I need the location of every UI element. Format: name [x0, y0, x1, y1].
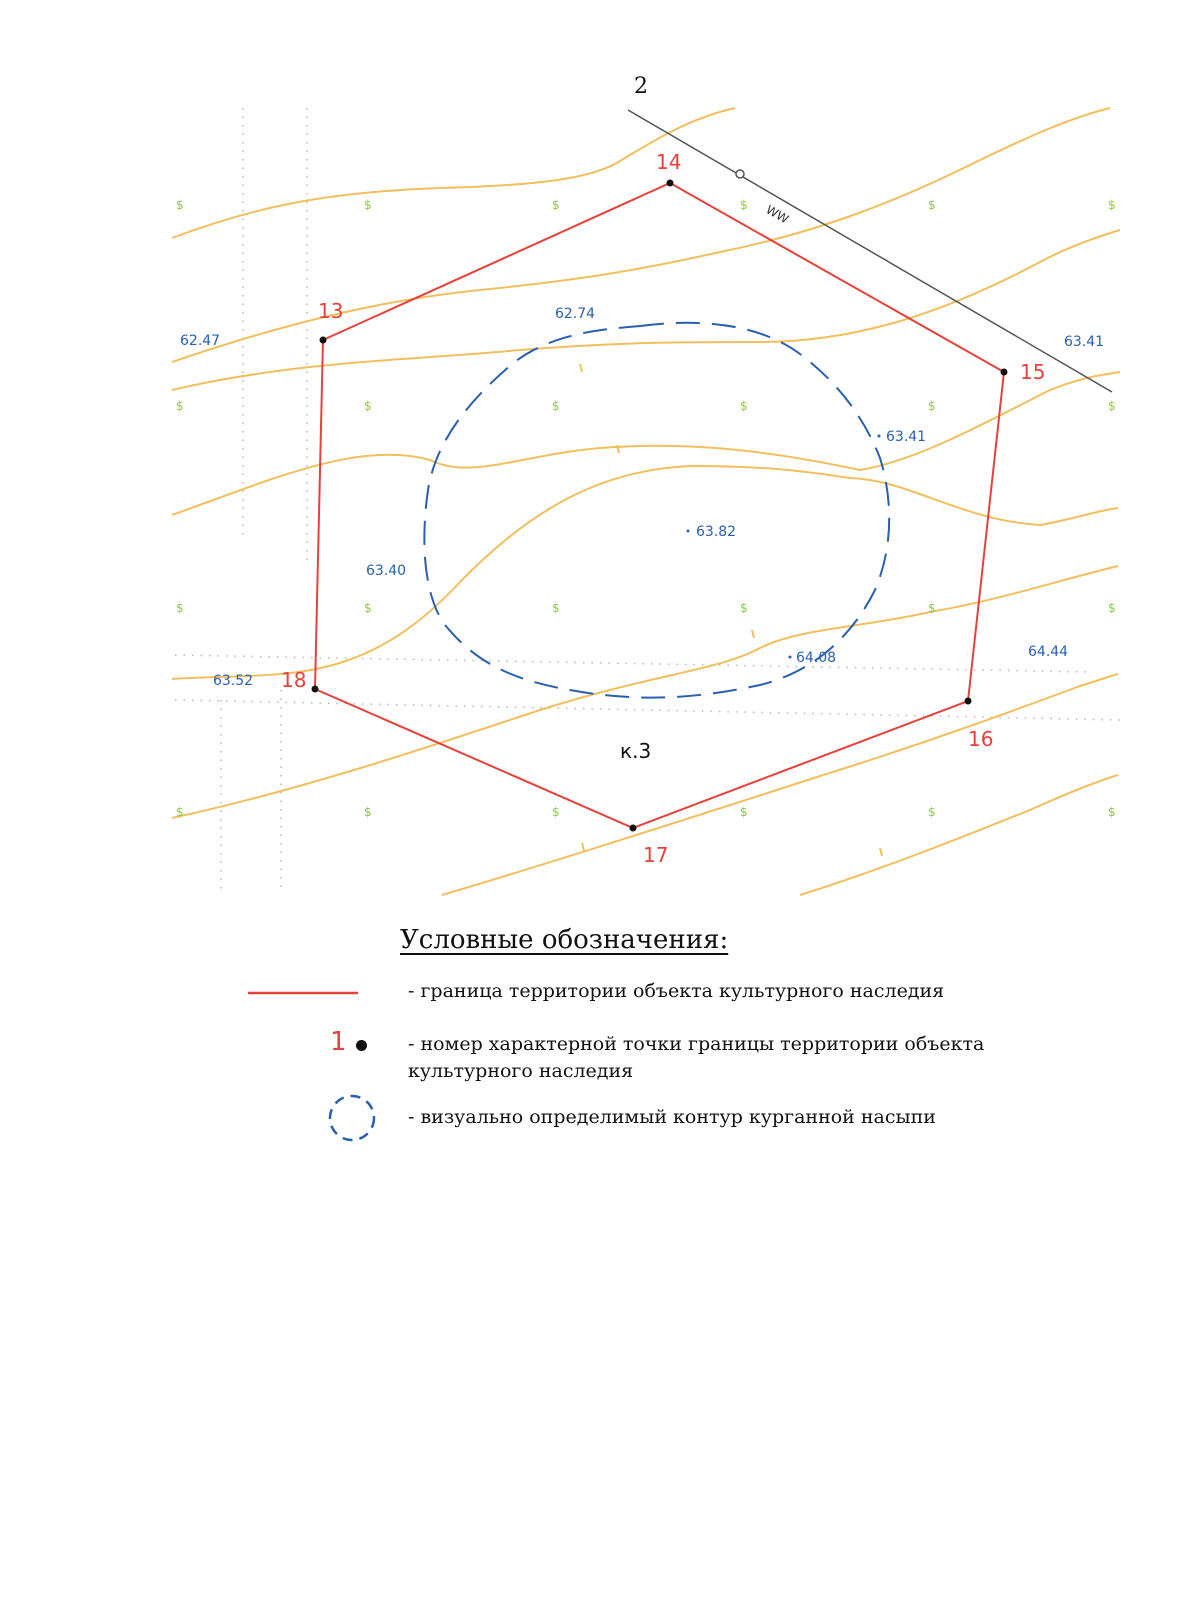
- vegetation-symbol: $: [740, 198, 748, 212]
- dashed-circle-icon: [324, 1090, 380, 1146]
- contour-line: [172, 466, 1118, 679]
- elevation-label: 62.47: [180, 333, 221, 349]
- vertex-16: [965, 698, 972, 705]
- vegetation-symbol: $: [928, 399, 936, 413]
- vegetation-symbol: $: [364, 399, 372, 413]
- contour-line: [800, 775, 1118, 895]
- vegetation-symbol: $: [176, 399, 184, 413]
- legend: [230, 925, 1110, 1145]
- vegetation-symbol: $: [364, 805, 372, 819]
- dotted-grid: [175, 108, 1120, 890]
- heritage-boundary: [315, 183, 1004, 828]
- elevation-label: 64.08: [796, 650, 837, 666]
- vegetation-symbol: $: [1108, 198, 1116, 212]
- legend-item-text: - номер характерной точки границы территории объекта культурного наследия: [408, 1033, 985, 1082]
- vegetation-symbol: $: [1108, 601, 1116, 615]
- contour-line: [172, 108, 735, 238]
- utility-line-2: [628, 74, 1112, 392]
- elevation-label: 63.82: [696, 524, 737, 540]
- contour-ticks: [580, 364, 882, 856]
- vegetation-symbols: [176, 198, 1116, 819]
- utility-line-number: 2: [634, 74, 648, 99]
- legend-item-text: - граница территории объекта культурного наследия: [408, 980, 945, 1002]
- point-dot-icon: [356, 1040, 367, 1051]
- point-labels: [281, 150, 1045, 867]
- vertex-14: [667, 180, 674, 187]
- vegetation-symbol: $: [176, 805, 184, 819]
- vertex-13: [320, 337, 327, 344]
- elevation-label: 63.41: [1064, 334, 1105, 350]
- vertex-15: [1001, 369, 1008, 376]
- vegetation-symbol: $: [928, 805, 936, 819]
- point-label-15: 15: [1020, 360, 1046, 384]
- elevation-label: 63.41: [886, 429, 927, 445]
- utility-line-tag: WW: [763, 202, 792, 227]
- vegetation-symbol: $: [740, 601, 748, 615]
- point-label-16: 16: [968, 727, 994, 751]
- point-label-17: 17: [643, 843, 669, 867]
- contour-line: [172, 230, 1120, 390]
- elevation-label: 62.74: [555, 306, 596, 322]
- legend-item-mound: [230, 1090, 1110, 1145]
- vegetation-symbol: $: [176, 601, 184, 615]
- legend-item-boundary: [230, 978, 1110, 1033]
- legend-item-text: - визуально определимый контур курганной насыпи: [408, 1106, 936, 1128]
- legend-title: Условные обозначения:: [400, 925, 729, 955]
- legend-item-point: [230, 1027, 1110, 1087]
- vegetation-symbol: $: [552, 601, 560, 615]
- vegetation-symbol: $: [176, 198, 184, 212]
- vegetation-symbol: $: [552, 805, 560, 819]
- mound-contour: [424, 323, 889, 698]
- vegetation-symbol: $: [740, 399, 748, 413]
- utility-marker-icon: [736, 170, 744, 178]
- vegetation-symbol: $: [928, 198, 936, 212]
- mound-label: к.3: [620, 739, 652, 763]
- point-number-symbol: 1: [330, 1027, 347, 1057]
- contour-line: [442, 674, 1118, 895]
- contour-line: [172, 372, 1120, 515]
- vegetation-symbol: $: [552, 198, 560, 212]
- vegetation-symbol: $: [364, 601, 372, 615]
- vegetation-symbol: $: [364, 198, 372, 212]
- contour-lines: [172, 108, 1120, 895]
- point-label-18: 18: [281, 668, 307, 692]
- contour-line: [172, 108, 1110, 362]
- elevation-label: 64.44: [1028, 644, 1069, 660]
- vertex-17: [630, 825, 637, 832]
- red-line-icon: [230, 988, 360, 998]
- vertex-18: [312, 686, 319, 693]
- point-label-13: 13: [318, 299, 344, 323]
- vegetation-symbol: $: [552, 399, 560, 413]
- vegetation-symbol: $: [1108, 399, 1116, 413]
- vegetation-symbol: $: [928, 601, 936, 615]
- elevation-label: 63.52: [213, 673, 254, 689]
- vegetation-symbol: $: [740, 805, 748, 819]
- elevation-label: 63.40: [366, 563, 407, 579]
- point-label-14: 14: [656, 150, 682, 174]
- vegetation-symbol: $: [1108, 805, 1116, 819]
